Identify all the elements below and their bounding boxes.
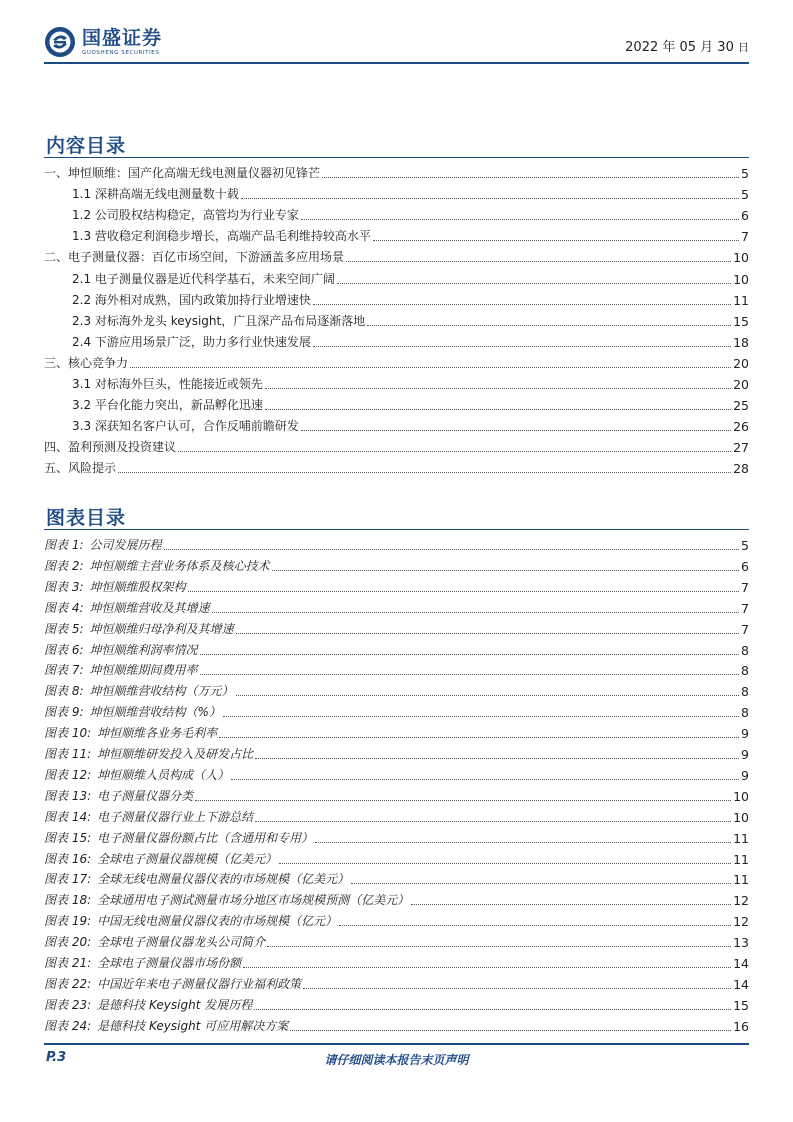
page-header [44, 22, 749, 62]
header-divider [44, 62, 749, 64]
toc-entry[interactable] [72, 287, 749, 308]
figure-entry[interactable] [44, 762, 749, 783]
toc-entry-page: 26 [733, 419, 749, 435]
figure-entry[interactable] [44, 908, 749, 929]
toc-entry-title: 1.2 公司股权结构稳定，高管均为行业专家 [72, 208, 299, 223]
guosheng-logo-icon [44, 26, 76, 58]
toc-leader-dots [265, 388, 731, 389]
figure-entry-label: 图表 3: [44, 579, 84, 594]
figure-entry-page: 7 [741, 600, 749, 616]
figure-entry-title: 坤恒顺维主营业务体系及核心技术 [89, 558, 270, 573]
figure-entry-page: 6 [741, 558, 749, 574]
toc-entry-title: 3.1 对标海外巨头，性能接近或领先 [72, 377, 263, 391]
footer-divider [44, 1043, 749, 1045]
figure-leader-dots [200, 674, 740, 675]
toc-entry-page: 18 [733, 334, 749, 350]
toc-entry[interactable] [44, 455, 749, 476]
figure-entry-title: 坤恒顺维利润率情况 [89, 642, 198, 657]
figure-entry-label: 图表 10: [44, 726, 92, 741]
figure-entry-label: 图表 21: [44, 956, 92, 970]
figure-leader-dots [188, 591, 740, 592]
figure-entry-label: 图表 2: [44, 558, 84, 573]
figure-entry-title: 全球电子测量仪器市场份额 [97, 956, 242, 970]
figure-entry-label: 图表 4: [44, 600, 84, 615]
figure-leader-dots [231, 779, 739, 780]
toc-entry[interactable] [72, 413, 749, 434]
toc-leader-dots [265, 409, 731, 410]
figure-entry-label: 图表 17: [44, 872, 92, 887]
figure-entry[interactable] [44, 532, 749, 553]
figure-entry-page: 12 [733, 893, 749, 909]
toc-entry-title: 1.1 深耕高端无线电测量数十载 [72, 187, 239, 202]
figure-entry-title: 中国近年来电子测量仪器行业福利政策 [97, 976, 302, 991]
figure-entry-label: 图表 6: [44, 642, 84, 657]
toc-entry-title: 二、电子测量仪器：百亿市场空间，下游涵盖多应用场景 [44, 250, 345, 265]
figure-entry-title: 是德科技 Keysight 可应用解决方案 [97, 1018, 289, 1033]
figure-leader-dots [267, 946, 731, 947]
figure-entry[interactable] [44, 699, 749, 720]
toc-entry-page: 11 [733, 292, 749, 308]
contents-title: 内容目录 [46, 135, 127, 157]
figure-entry-label: 图表 20: [44, 935, 92, 950]
figure-entry-page: 13 [733, 935, 749, 951]
figure-entry-title: 坤恒顺维各业务毛利率 [97, 726, 218, 741]
toc-entry-page: 10 [733, 250, 749, 266]
figure-entry[interactable] [44, 846, 749, 867]
figure-entry-page: 15 [733, 997, 749, 1013]
figure-entry[interactable] [44, 637, 749, 658]
figure-leader-dots [339, 925, 731, 926]
toc-entry-page: 10 [733, 271, 749, 287]
figure-entry-title: 坤恒顺维研发投入及研发占比 [97, 747, 254, 761]
figure-entry-title: 公司发展历程 [89, 538, 162, 552]
figure-entry-page: 14 [733, 956, 749, 971]
figure-entry-title: 坤恒顺维股权架构 [89, 579, 186, 594]
figure-entry-title: 电子测量仪器份额占比（含通用和专用） [97, 830, 314, 845]
toc-entry-title: 四、盈利预测及投资建议 [44, 440, 177, 455]
figure-leader-dots [212, 612, 740, 613]
toc-entry-title: 2.1 电子测量仪器是近代科学基石，未来空间广阔 [72, 271, 335, 286]
toc-entry[interactable] [72, 181, 749, 202]
figure-entry-page: 8 [741, 684, 749, 700]
toc-entry[interactable] [72, 392, 749, 413]
figure-entry-label: 图表 18: [44, 893, 92, 908]
figure-entry-title: 坤恒顺维营收结构（万元） [89, 684, 234, 699]
toc-entry-title: 3.2 平台化能力突出，新品孵化迅速 [72, 398, 263, 413]
logo-english-name: GUOSHENG SECURITIES [82, 50, 160, 56]
figure-entry-page: 8 [741, 642, 749, 658]
figure-leader-dots [315, 842, 731, 843]
figure-entry-label: 图表 1: [44, 538, 84, 552]
toc-entry-title: 2.3 对标海外龙头 keysight，广且深产品布局逐渐落地 [72, 313, 366, 328]
figure-entry-label: 图表 5: [44, 621, 84, 636]
figure-entry-label: 图表 13: [44, 788, 92, 803]
figure-entry-title: 中国无线电测量仪器仪表的市场规模（亿元） [97, 914, 338, 929]
toc-leader-dots [337, 283, 731, 284]
figure-entry[interactable] [44, 971, 749, 992]
figure-entry-page: 12 [733, 914, 749, 930]
toc-leader-dots [346, 261, 731, 262]
contents-title-divider [44, 157, 749, 158]
figure-leader-dots [272, 570, 740, 571]
figure-entry-page: 9 [741, 747, 749, 762]
toc-leader-dots [313, 346, 731, 347]
toc-entry-title: 1.3 营收稳定利润稳步增长，高端产品毛利维持较高水平 [72, 229, 371, 244]
figure-entry-label: 图表 8: [44, 684, 84, 699]
figure-leader-dots [236, 695, 740, 696]
figures-title: 图表目录 [46, 507, 127, 529]
figure-leader-dots [236, 633, 740, 634]
figure-entry[interactable] [44, 866, 749, 887]
toc-entry-page: 7 [741, 229, 749, 245]
toc-entry[interactable] [72, 371, 749, 392]
figure-entry[interactable] [44, 929, 749, 950]
figure-entry-label: 图表 16: [44, 851, 92, 866]
toc-entry-title: 2.2 海外相对成熟，国内政策加持行业增速快 [72, 292, 311, 307]
figure-entry-title: 全球电子测量仪器规模（亿美元） [97, 851, 278, 866]
figure-leader-dots [255, 758, 739, 759]
figure-entry-label: 图表 19: [44, 914, 92, 929]
toc-entry-title: 五、风险提示 [44, 461, 117, 476]
toc-leader-dots [367, 325, 731, 326]
toc-entry-page: 6 [741, 208, 749, 224]
report-date-text: 2022 年 05 月 30 [625, 40, 738, 55]
figure-entry-label: 图表 22: [44, 976, 92, 991]
toc-leader-dots [241, 198, 739, 199]
figure-entry[interactable] [44, 720, 749, 741]
toc-entry-page: 15 [733, 313, 749, 329]
figure-entry-title: 坤恒顺维营收及其增速 [89, 600, 210, 615]
page-number: P.3 [46, 1050, 67, 1065]
figure-entry[interactable] [44, 741, 749, 762]
figure-entry-label: 图表 23: [44, 997, 92, 1012]
figure-entry-label: 图表 14: [44, 809, 92, 824]
figure-entry[interactable] [44, 783, 749, 804]
toc-entry-title: 一、坤恒顺维：国产化高端无线电测量仪器初见锋芒 [44, 166, 321, 180]
figure-entry-label: 图表 9: [44, 705, 84, 720]
figure-entry-page: 8 [741, 663, 749, 679]
logo-chinese-name: 国盛证券 [82, 27, 163, 49]
figure-entry-title: 坤恒顺维人员构成（人） [97, 767, 230, 782]
figure-leader-dots [279, 863, 731, 864]
figure-entry[interactable] [44, 595, 749, 616]
disclaimer-note: 请仔细阅读本报告末页声明 [324, 1053, 469, 1067]
figure-entry-label: 图表 12: [44, 767, 92, 782]
figure-entry[interactable] [44, 992, 749, 1013]
figure-entry-title: 坤恒顺维营收结构（%） [89, 705, 221, 720]
figure-leader-dots [243, 967, 731, 968]
toc-entry-page: 25 [733, 398, 749, 414]
report-date-day: 日 [738, 41, 749, 54]
figure-entry[interactable] [44, 887, 749, 908]
figure-entry-page: 8 [741, 705, 749, 721]
figure-entry-title: 电子测量仪器行业上下游总结 [97, 809, 254, 824]
toc-entry-title: 2.4 下游应用场景广泛，助力多行业快速发展 [72, 334, 311, 349]
toc-entry-page: 27 [733, 440, 749, 456]
company-logo [44, 22, 162, 62]
toc-leader-dots [301, 430, 731, 431]
figure-entry-page: 9 [741, 767, 749, 783]
figure-entry-page: 11 [733, 830, 749, 846]
figure-entry[interactable] [44, 825, 749, 846]
toc-entry-title: 3.3 深获知名客户认可，合作反哺前瞻研发 [72, 419, 299, 434]
figure-leader-dots [164, 549, 740, 550]
figure-entry-title: 坤恒顺维归母净利及其增速 [89, 621, 234, 636]
figure-entry-page: 11 [733, 872, 749, 888]
toc-entry-page: 28 [733, 461, 749, 477]
figure-leader-dots [200, 654, 740, 655]
figure-entry-page: 10 [733, 809, 749, 825]
toc-entry[interactable] [72, 202, 749, 223]
toc-entry[interactable] [44, 160, 749, 181]
figure-entry[interactable] [44, 804, 749, 825]
toc-entry[interactable] [44, 434, 749, 455]
figure-leader-dots [303, 988, 731, 989]
figure-leader-dots [351, 883, 731, 884]
figures-title-divider [44, 529, 749, 530]
figure-entry[interactable] [44, 678, 749, 699]
toc-entry-page: 5 [741, 166, 749, 181]
toc-leader-dots [118, 472, 731, 473]
figure-leader-dots [223, 716, 739, 717]
figure-entry-label: 图表 7: [44, 663, 84, 678]
toc-leader-dots [178, 451, 731, 452]
figure-entry-page: 11 [733, 851, 749, 867]
toc-entry[interactable] [72, 329, 749, 350]
figure-entry-label: 图表 11: [44, 747, 92, 761]
figure-entry-title: 是德科技 Keysight 发展历程 [97, 997, 253, 1012]
figure-entry[interactable] [44, 553, 749, 574]
figure-entry-page: 14 [733, 976, 749, 992]
toc-entry-page: 5 [741, 187, 749, 203]
figure-entry-title: 全球电子测量仪器龙头公司简介 [97, 935, 266, 950]
figure-leader-dots [219, 737, 739, 738]
figure-entry-label: 图表 24: [44, 1018, 92, 1033]
figure-entry[interactable] [44, 950, 749, 971]
figure-entry-page: 7 [741, 621, 749, 637]
figure-entry-page: 9 [741, 726, 749, 742]
figure-leader-dots [195, 800, 731, 801]
figure-entry-page: 5 [741, 538, 749, 553]
toc-entry[interactable] [44, 350, 749, 371]
toc-entry[interactable] [72, 223, 749, 244]
toc-leader-dots [373, 240, 739, 241]
report-date [625, 36, 749, 55]
figure-entry[interactable] [44, 616, 749, 637]
toc-entry[interactable] [72, 308, 749, 329]
figure-entry[interactable] [44, 657, 749, 678]
toc-entry-page: 20 [733, 377, 749, 392]
figure-leader-dots [254, 1009, 731, 1010]
figure-leader-dots [411, 904, 731, 905]
figure-entry-title: 电子测量仪器分类 [97, 788, 194, 803]
figure-entry-page: 10 [733, 788, 749, 804]
figure-entry[interactable] [44, 1013, 749, 1034]
figure-entry-page: 7 [741, 579, 749, 595]
figure-leader-dots [255, 821, 731, 822]
toc-entry-page: 20 [733, 355, 749, 371]
toc-leader-dots [301, 219, 739, 220]
figure-entry-title: 全球通用电子测试测量市场分地区市场规模预测（亿美元） [97, 893, 410, 908]
figure-entry-page: 16 [733, 1018, 749, 1034]
toc-entry[interactable] [72, 266, 749, 287]
figure-entry[interactable] [44, 574, 749, 595]
figure-leader-dots [290, 1030, 731, 1031]
toc-entry-title: 三、核心竞争力 [44, 355, 129, 370]
toc-leader-dots [322, 177, 739, 178]
toc-entry[interactable] [44, 244, 749, 265]
figure-entry-title: 全球无线电测量仪器仪表的市场规模（亿美元） [97, 872, 350, 887]
toc-leader-dots [313, 304, 731, 305]
toc-leader-dots [130, 367, 731, 368]
figure-entry-label: 图表 15: [44, 830, 92, 845]
figure-entry-title: 坤恒顺维期间费用率 [89, 663, 198, 678]
